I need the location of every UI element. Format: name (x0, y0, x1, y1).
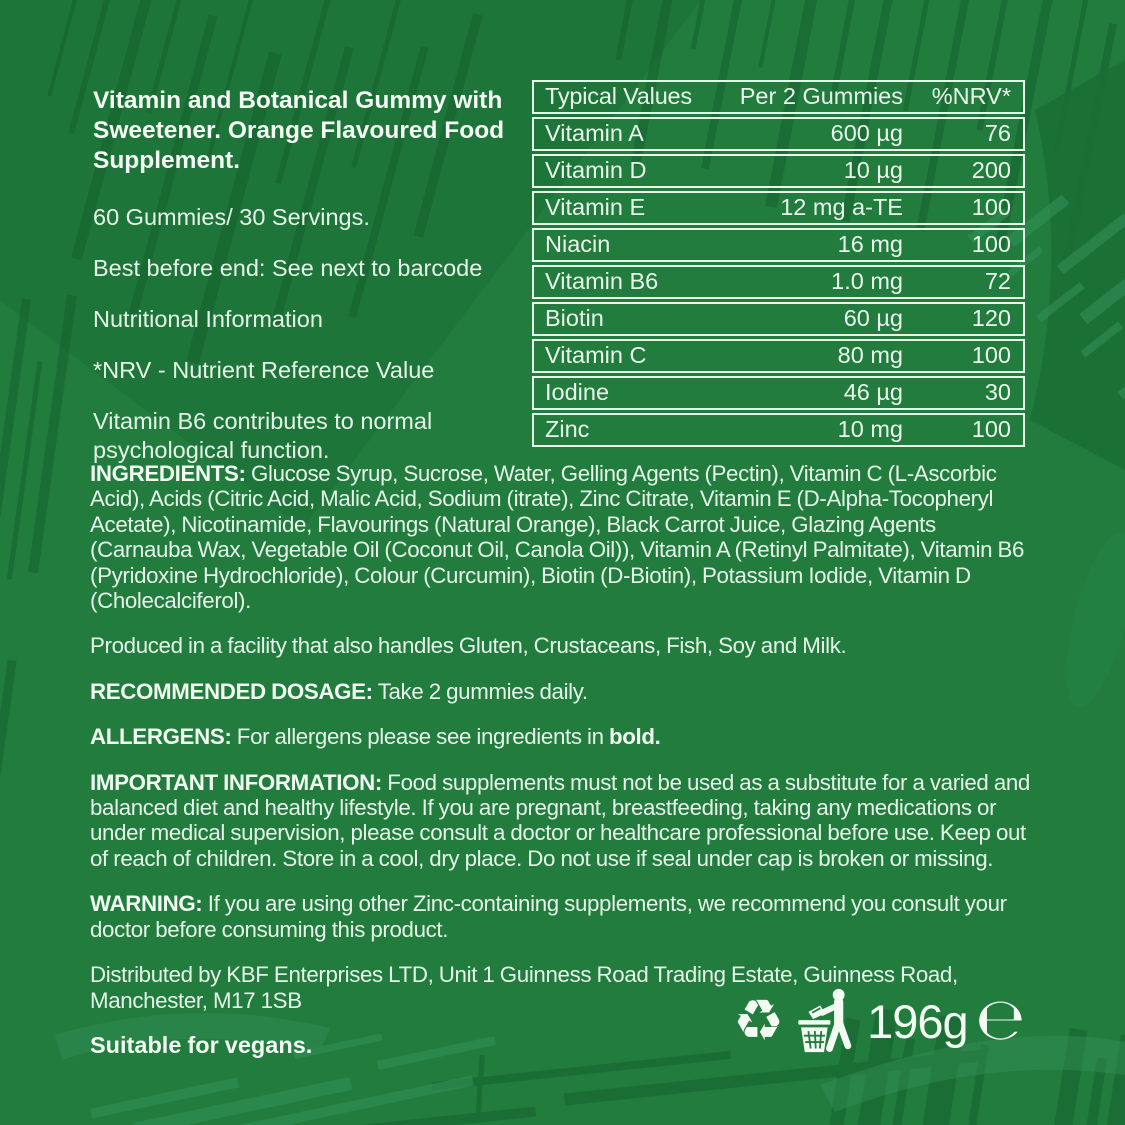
nutrient-name: Niacin (545, 231, 611, 257)
product-title: Vitamin and Botanical Gummy with Sweetener. Orange Flavoured Food Supplement. (93, 87, 505, 174)
nutrient-nrv: 200 (971, 157, 1011, 183)
nrv-note: *NRV - Nutrient Reference Value (93, 357, 435, 383)
ingredients-paragraph (90, 461, 1038, 613)
estimated-sign-icon: ℮ (975, 985, 1026, 1053)
nutrient-name: Iodine (545, 379, 610, 405)
facility-note: Produced in a facility that also handles Gluten, Crustaceans, Fish, Soy and Milk. (90, 633, 847, 659)
ingredients-text: Glucose Syrup, Sucrose, Water, Gelling Agents (Pectin), Vitamin C (L-Ascorbic Acid), Acids (Citric Acid, Malic Acid, Sodium (itrate), Zinc Citrate, Vitamin E (D-Alpha-Tocopheryl Acetate), Nicotinamide, Flavourings (Natural Orange), Black Carrot Juice, Glazing Agents (Carnauba Wax, Vegetable Oil (Coconut Oil, Canola Oil)), Vitamin A (Retinyl Palmitate), Vitamin B6 (Pyridoxine Hydrochloride), Colour (Curcumin), Biotin (D-Biotin), Potassium Iodide, Vitamin D (Cholecalciferol). (90, 461, 1025, 614)
nutrition-table-header (532, 80, 1025, 114)
servings-text: 60 Gummies/ 30 Servings. (93, 204, 370, 230)
nutrient-nrv: 100 (971, 231, 1011, 257)
column-header-typical-values: Typical Values (545, 83, 692, 109)
nutrient-amount: 10 µg (843, 157, 903, 183)
nutrient-nrv: 100 (971, 416, 1011, 442)
nutrient-amount: 600 µg (830, 120, 903, 146)
recycling-icon: ♻ (733, 987, 785, 1054)
nutrition-table (532, 80, 1025, 450)
nutrient-name: Zinc (545, 416, 590, 442)
important-info-text: Food supplements must not be used as a substitute for a varied and balanced diet and healthy lifestyle. If you are pregnant, breastfeeding, taking any medications or under medical supervision, please consult a doctor or healthcare professional before use. Keep out of reach of children. Store in a cool, dry place. Do not use if seal under cap is broken or missing. (90, 769, 1030, 871)
table-row (532, 117, 1025, 151)
allergens-text: For allergens please see ingredients in (236, 724, 609, 750)
allergens-label: ALLERGENS: (90, 724, 232, 750)
important-info-paragraph (90, 770, 1038, 872)
nutrient-nrv: 76 (984, 120, 1011, 146)
table-row (532, 265, 1025, 299)
nutrient-nrv: 72 (984, 268, 1011, 294)
nutrient-amount: 1.0 mg (831, 268, 903, 294)
allergens-bold-word: bold. (608, 724, 661, 750)
dosage-text: Take 2 gummies daily. (377, 678, 588, 704)
table-row (532, 191, 1025, 225)
table-row (532, 154, 1025, 188)
allergens-paragraph (90, 724, 1038, 749)
nutrient-name: Biotin (545, 305, 604, 331)
dosage-paragraph (90, 679, 1038, 704)
nutrient-nrv: 30 (984, 379, 1011, 405)
tidyman-icon (795, 988, 853, 1054)
nutrient-amount: 60 µg (843, 305, 903, 331)
table-row (532, 413, 1025, 447)
ingredients-label: INGREDIENTS: (90, 461, 246, 486)
nutrient-amount: 80 mg (837, 342, 903, 368)
nutrient-nrv: 100 (971, 194, 1011, 220)
nutritional-info-heading: Nutritional Information (93, 306, 323, 332)
nutrient-name: Vitamin E (545, 194, 646, 220)
nutrient-name: Vitamin A (545, 120, 644, 146)
column-header-per-2-gummies: Per 2 Gummies (739, 83, 903, 109)
column-header-nrv: %NRV* (931, 83, 1011, 109)
product-info-block (93, 86, 541, 487)
table-row (532, 228, 1025, 262)
best-before-text: Best before end: See next to barcode (93, 255, 483, 281)
vitamin-b6-claim: Vitamin B6 contributes to normal psychological function. (93, 408, 433, 463)
nutrient-amount: 16 mg (837, 231, 903, 257)
vegan-note: Suitable for vegans. (90, 1031, 313, 1058)
warning-paragraph (90, 891, 1038, 942)
important-info-label: IMPORTANT INFORMATION: (90, 769, 382, 795)
table-row (532, 376, 1025, 410)
distributor-text: Distributed by KBF Enterprises LTD, Unit 1 Guinness Road Trading Estate, Guinness Road, Manchester, M17 1SB (90, 962, 958, 1013)
warning-label: WARNING: (90, 891, 203, 917)
table-row (532, 302, 1025, 336)
nutrient-amount: 46 µg (843, 379, 903, 405)
label-body (90, 461, 1038, 1078)
table-row (532, 339, 1025, 373)
dosage-label: RECOMMENDED DOSAGE: (90, 678, 373, 704)
nutrient-amount: 12 mg a-TE (780, 194, 903, 220)
footer-icons (733, 985, 1026, 1054)
net-weight: 196g (867, 994, 968, 1048)
nutrient-name: Vitamin C (545, 342, 647, 368)
nutrient-name: Vitamin D (545, 157, 647, 183)
nutrient-nrv: 100 (971, 342, 1011, 368)
nutrient-amount: 10 mg (837, 416, 903, 442)
nutrient-name: Vitamin B6 (545, 268, 659, 294)
warning-text: If you are using other Zinc-containing supplements, we recommend you consult your doctor before consuming this product. (90, 891, 1007, 942)
nutrient-nrv: 120 (971, 305, 1011, 331)
